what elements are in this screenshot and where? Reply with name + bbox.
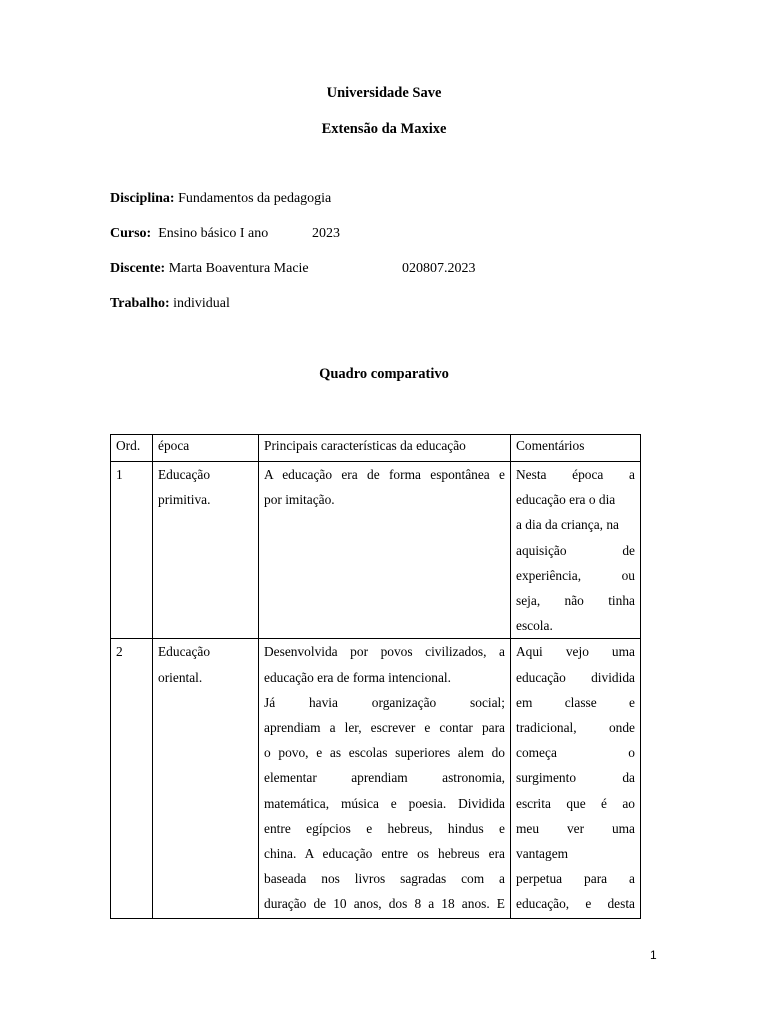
comentarios-line: surgimento da (516, 770, 635, 786)
caracteristicas-line: por imitação. (264, 492, 335, 508)
page-number: 1 (650, 948, 657, 962)
meta-curso (110, 226, 340, 242)
comentarios-line: educação, e desta (516, 896, 635, 912)
caracteristicas-line: educação era de forma intencional. (264, 669, 451, 685)
table-title: Quadro comparativo (319, 366, 449, 382)
caracteristicas-line: Desenvolvida por povos civilizados, a (264, 644, 505, 660)
comentarios-line: experiência, ou (516, 567, 635, 583)
comentarios-line: educação dividida (516, 669, 635, 685)
university-title: Universidade Save (326, 85, 442, 101)
caracteristicas-line: baseada nos livros sagradas com a (264, 871, 505, 887)
epoca-line: Educação (158, 467, 211, 482)
row-comentarios (511, 462, 641, 639)
comentarios-line: tradicional, onde (516, 720, 635, 736)
discente-code: 020807.2023 (402, 261, 476, 276)
epoca-line: oriental. (158, 669, 203, 685)
row-epoca (153, 462, 259, 639)
header-comentarios: Comentários (511, 435, 641, 462)
comentarios-line: seja, não tinha (516, 593, 635, 609)
header-epoca: época (153, 435, 259, 462)
row-ord: 1 (111, 462, 153, 639)
disciplina-label: Disciplina: (110, 191, 175, 206)
meta-discente (110, 261, 476, 277)
disciplina-value: Fundamentos da pedagogia (178, 191, 332, 206)
row-comentarios (511, 639, 641, 919)
comparison-table (110, 434, 641, 919)
caracteristicas-line: A educação era de forma espontânea e (264, 467, 505, 482)
header-caracteristicas: Principais características da educação (259, 435, 511, 462)
header-ord: Ord. (111, 435, 153, 462)
caracteristicas-line: duração de 10 anos, dos 8 a 18 anos. E (264, 896, 505, 912)
comentarios-line: Nesta época a (516, 467, 635, 482)
discente-label: Discente: (110, 261, 166, 276)
caracteristicas-line: china. A educação entre os hebreus era (264, 846, 505, 862)
caracteristicas-line: elementar aprendiam astronomia, (264, 770, 505, 786)
epoca-line: primitiva. (158, 492, 211, 508)
discente-value: Marta Boaventura Macie (168, 261, 309, 276)
caracteristicas-line: o povo, e as escolas superiores alem do (264, 745, 505, 761)
extension-title: Extensão da Maxixe (321, 121, 447, 137)
caracteristicas-line: matemática, música e poesia. Dividida (264, 795, 505, 811)
caracteristicas-line: entre egípcios e hebreus, hindus e (264, 820, 505, 836)
comentarios-line: perpetua para a (516, 871, 635, 887)
row-ord: 2 (111, 639, 153, 919)
epoca-line: Educação (158, 644, 211, 660)
comentarios-line: educação era o dia (516, 492, 616, 508)
comentarios-line: aquisição de (516, 542, 635, 558)
caracteristicas-line: aprendiam a ler, escrever e contar para (264, 720, 505, 736)
row-caracteristicas (259, 639, 511, 919)
comentarios-line: em classe e (516, 694, 635, 710)
meta-trabalho (110, 296, 230, 312)
trabalho-value: individual (173, 296, 230, 311)
trabalho-label: Trabalho: (110, 296, 170, 311)
curso-value: Ensino básico I ano (158, 226, 269, 241)
table-row (111, 639, 641, 919)
table-header-row (111, 435, 641, 462)
comentarios-line: começa o (516, 745, 635, 761)
meta-disciplina (110, 191, 331, 207)
curso-label: Curso: (110, 226, 152, 241)
comentarios-line: Aqui vejo uma (516, 644, 635, 660)
comentarios-line: escola. (516, 618, 553, 634)
row-caracteristicas (259, 462, 511, 639)
comentarios-line: vantagem (516, 846, 569, 862)
comentarios-line: a dia da criança, na (516, 517, 619, 533)
comentarios-line: meu ver uma (516, 820, 635, 836)
curso-year: 2023 (312, 226, 340, 241)
row-epoca (153, 639, 259, 919)
caracteristicas-line: Já havia organização social; (264, 694, 505, 710)
comentarios-line: escrita que é ao (516, 795, 635, 811)
table-row (111, 462, 641, 639)
